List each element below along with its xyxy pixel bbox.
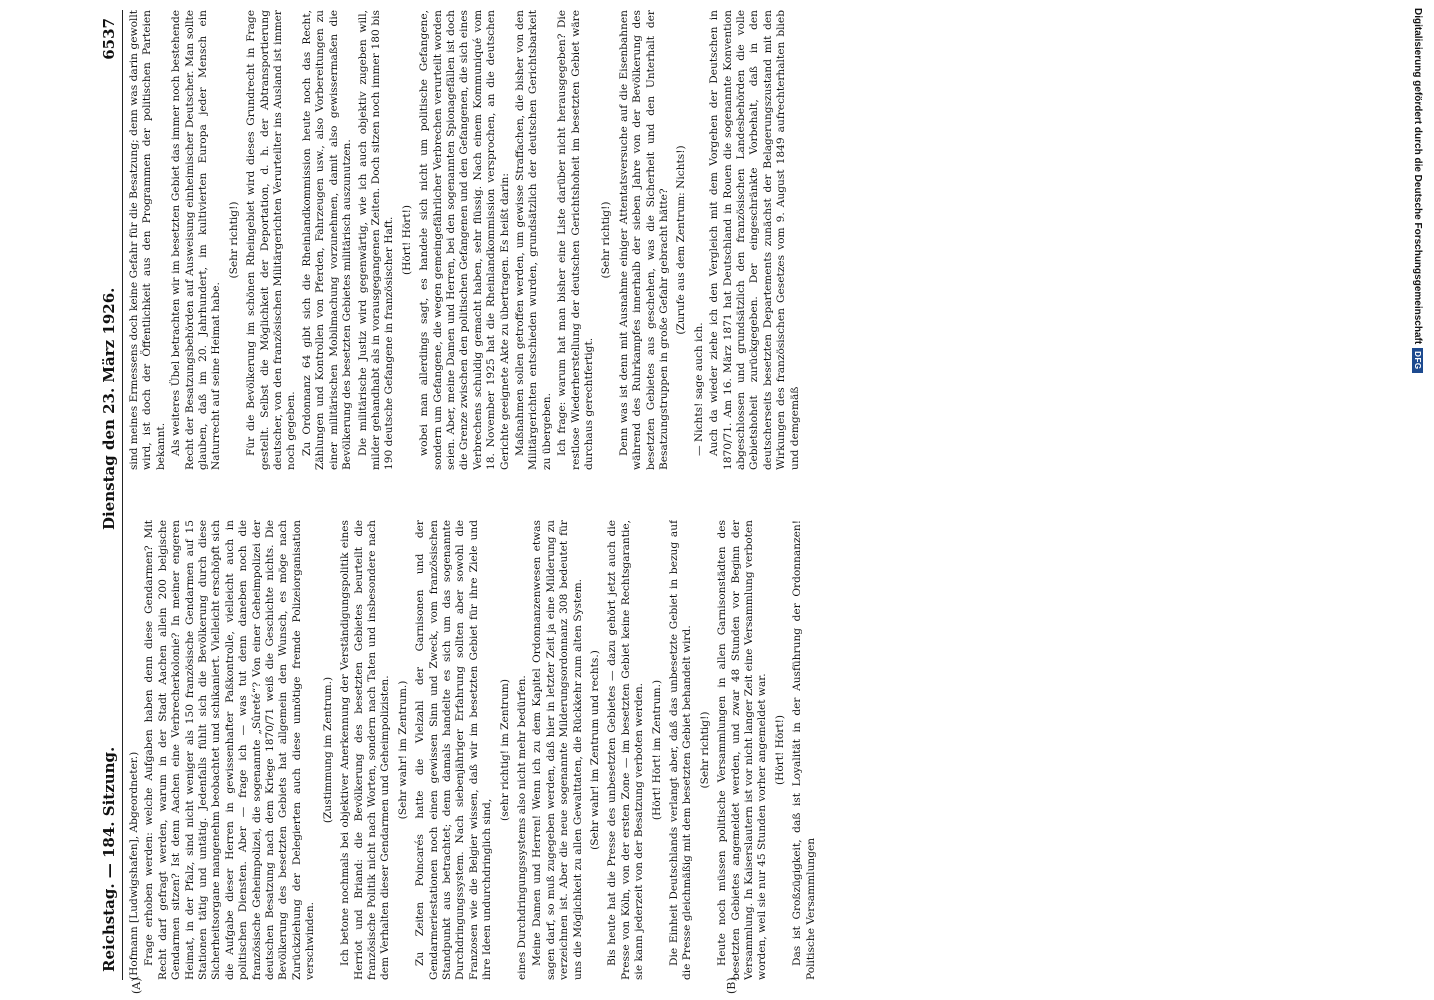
- right-column-paragraph: Maßnahmen sollen getroffen werden, um gewisse Straffachen, die bisher von den Militärgerichten entschieden wurden, grundsätzlich der deutschen Gerichtsbarkeit zu übergeben.: [513, 10, 553, 470]
- right-column-interjection: (Zurufe aus dem Zentrum: Nichts!): [675, 145, 688, 335]
- page-header: [100, 10, 123, 980]
- right-column-paragraph: Für die Bevölkerung im schönen Rheingebiet wird dieses Grundrecht in Frage gestellt. Selbst die Möglichkeit der Deportation, d. h. der Abtransportierung deutscher, von den französischen Militärgerichten Verurteilter ins Ausland ist immer noch gegeben.: [245, 10, 298, 470]
- left-column-interjection: (Hört! Hört! im Zentrum.): [650, 679, 663, 821]
- digitization-note-text-wrap: [1408, 8, 1428, 992]
- left-column-interjection: (sehr richtig! im Zentrum): [498, 679, 511, 821]
- left-column-paragraph: eines Durchdringungssystems also nicht mehr bedürfen.: [515, 675, 528, 980]
- right-column-paragraph: Ich frage: warum hat man bisher eine Liste darüber nicht herausgegeben? Die restlose Wiederherstellung der deutschen Gerichtshoheit im besetzten Gebiet wäre durchaus gerechtfertigt.: [556, 10, 595, 470]
- left-column-interjection: (Sehr richtig!): [698, 711, 711, 789]
- left-column-paragraph: Heute noch müssen politische Versammlungen in allen Garnisonstädten des besetzten Gebietes angemeldet werden, und zwar 48 Stunden vor Beginn der Versammlung. In Kaiserslautern ist vor nicht langer Zeit eine Versammlung verboten worden, weil sie nur 45 Stunden vorher angemeldet war.: [716, 520, 769, 980]
- digitization-note: [1408, 8, 1428, 992]
- right-column-interjection: (Sehr richtig!): [600, 201, 613, 279]
- margin-label-a: (A): [130, 977, 143, 994]
- right-column-paragraph: Denn was ist denn mit Ausnahme einiger Attentatsversuche auf die Eisenbahnen während des Ruhrkampfes innerhalb der sieben Jahre von der Bevölkerung des besetzten Gebietes aus geschehen, was die Sicherheit und den Unterhalt der Besatzungstruppen in große Gefahr gebracht hätte?: [617, 10, 671, 470]
- left-column-paragraph: Meine Damen und Herren! Wenn ich zu dem Kapitel Ordonnanzenwesen etwas sagen darf, so muß zugegeben werden, daß hier in letzter Zeit ja eine Milderung zu verzeichnen ist. Aber die neue sogenannte Milderungsordonnanz 308 bedeutet für uns die Möglichkeit zu allen Gewalttaten, die Rückkehr zum alten System.: [531, 520, 584, 980]
- digitization-note-text: Digitalisierung gefördert durch die Deutsche Forschungsgemeinschaft: [1412, 8, 1424, 345]
- left-column-paragraph: (Hofmann [Ludwigshafen], Abgeordneter.): [128, 751, 140, 980]
- left-column-interjection: (Sehr wahr! im Zentrum und rechts.): [589, 650, 601, 850]
- rotated-page-content: [100, 0, 1404, 994]
- right-column-paragraph: Zu Ordonnanz 64 gibt sich die Rheinlandkommission heute noch das Recht, Zählungen und Kontrollen von Pferden, Fahrzeugen usw., also Vorbereitungen zu einer militärischen Mobilmachung vorzunehmen, damit also gewissermaßen die Bevölkerung des besetzten Gebietes militärisch auszunutzen.: [300, 10, 354, 470]
- right-column-paragraph: sind meines Ermessens doch keine Gefahr für die Besatzung; denn was darin gewollt wird, ist doch der Öffentlichkeit aus den Programmen der politischen Parteien bekannt.: [128, 10, 167, 470]
- page-number: 6537: [100, 18, 118, 60]
- left-column-paragraph: Die Einheit Deutschlands verlangt aber, daß das unbesetzte Gebiet in bezug auf die Presse gleichmäßig mit dem besetzten Gebiet behandelt wird.: [668, 520, 694, 980]
- right-column-paragraph: Als weiteres Übel betrachten wir im besetzten Gebiet das immer noch bestehende Recht der Besatzungsbehörden auf Ausweisung einheimischer Deutscher. Man sollte glauben, daß im 20. Jahrhundert, im kultivierten Europa jeder Mensch ein Naturrecht auf seine Heimat habe.: [170, 10, 223, 470]
- left-column-interjection: (Hört! Hört!): [773, 714, 786, 786]
- left-column-interjection: (Sehr wahr! im Zentrum.): [396, 680, 409, 820]
- right-text-column: [128, 10, 1404, 470]
- right-column-paragraph: — Nichts! sage auch ich.: [692, 322, 705, 456]
- right-column-paragraph: wobei man allerdings sagt, es handele sich nicht um politische Gefangene, sondern um Gefangene, die wegen gemeingefährlicher Verbrechen verurteilt worden seien. Aber, meine Damen und Herren, bei den sogenannten Spionagefällen ist doch die Grenze zwischen den politischen Gefangenen und den Gefangenen, die sich eines Verbrechens schuldig gemacht haben, sehr flüssig. Nach einem Kommuniqué vom 18. November 1925 hat die Rheinlandkommission versprochen, an die deutschen Gerichte geeignete Akte zu übertragen. Es heißt darin:: [418, 10, 511, 470]
- right-column-paragraph: Auch da wieder ziehe ich den Vergleich mit dem Vorgehen der Deutschen in 1870/71. Am 16. März 1871 hat Deutschland in Rouen die sogenannte Konvention abgeschlossen und grundsätzlich den französischen Landesbehörden die volle Gebietshoheit zurückgegeben. Der eingeschränkte Vorbehalt, daß in den deutscherseits besetzten Departements zunächst der Belagerungszustand mit den Wirkungen des französischen Gesetzes vom 9. August 1849 aufrechterhalten blieb und demgemäß: [708, 10, 801, 470]
- left-column-interjection: (Zustimmung im Zentrum.): [321, 676, 334, 824]
- margin-label-b: (B): [725, 977, 738, 994]
- left-column-paragraph: Bis heute hat die Presse des unbesetzten Gebietes — dazu gehört jetzt auch die Presse von Köln, von der ersten Zone — im besetzten Gebiet keine Rechtsgarantie, sie kann jederzeit von der Besatzung verboten werden.: [606, 520, 646, 980]
- header-date: Dienstag den 23. März 1926.: [100, 287, 118, 530]
- left-column-paragraph: Frage erhoben werden: welche Aufgaben haben denn diese Gendarmen? Mit Recht darf gefragt werden, warum in der Stadt Aachen allein 200 belgische Gendarmen sitzen? Ist denn Aachen eine Verbrecherkolonie? In meiner engeren Heimat, in der Pfalz, sind nicht weniger als 150 französische Gendarmen auf 15 Stationen tätig und untätig. Jedenfalls fühlt sich die Bevölkerung durch diese Sicherheitsorgane mangenehm beobachtet und schikaniert. Vielleicht erschöpft sich die Aufgabe dieser Herren in gewissenhafter Paßkontrolle, vielleicht auch in politischen Diensten. Aber — frage ich — was tut denn daneben noch die französische Geheimpolizei, die sogenannte „Sûreté“? Von einer Geheimpolizei der deutschen Besatzung nach dem Kriege 1870/71 weiß die Geschichte nichts. Die Bevölkerung des besetzten Gebiets hat allgemein den Wunsch, es möge nach Zurückziehung der Delegierten auch diese unnötige fremde Polizeiorganisation verschwinden.: [143, 520, 317, 980]
- left-text-column: [128, 520, 1404, 980]
- header-left-title: Reichstag. — 184. Sitzung.: [100, 746, 118, 972]
- right-column-interjection: (Hört! Hört!): [400, 204, 413, 276]
- left-column-paragraph: Ich betone nochmals bei objektiver Anerkennung der Verständigungspolitik eines Herriot und Briand: die Bevölkerung des besetzten Gebietes beurteilt die französische Politik nicht nach Worten, sondern nach Taten und insbesondere nach dem Verhalten dieser Gendarmen und Geheimpolizisten.: [339, 520, 392, 980]
- dfg-logo: DFG: [1413, 348, 1424, 372]
- left-column-paragraph: Zu Zeiten Poincarés hatte die Vielzahl der Garnisonen und der Gendarmeriestationen noch einen gewissen Sinn und Zweck, vom französischen Standpunkt aus betrachtet; denn damals handelte es sich um das sogenannte Durchdringungssystem. Nach siebenjähriger Erfahrung sollten aber sowohl die Franzosen wie die Belgier wissen, daß wir im besetzten Gebiet für ihre Ziele und ihre Ideen undurchdringlich sind,: [414, 520, 494, 980]
- left-column-paragraph: Das ist Großzügigkeit, daß ist Loyalität in der Ausführung der Ordonnanzen! Politische Versammlungen: [791, 520, 817, 980]
- right-column-interjection: (Sehr richtig!): [227, 201, 240, 279]
- right-column-paragraph: Die militärische Justiz wird gegenwärtig, wie ich auch objektiv zugeben will, milder gehandhabt als in vorausgegangenen Zeiten. Doch sitzen noch immer 180 bis 190 deutsche Gefangene in französischer Haft.: [356, 10, 396, 470]
